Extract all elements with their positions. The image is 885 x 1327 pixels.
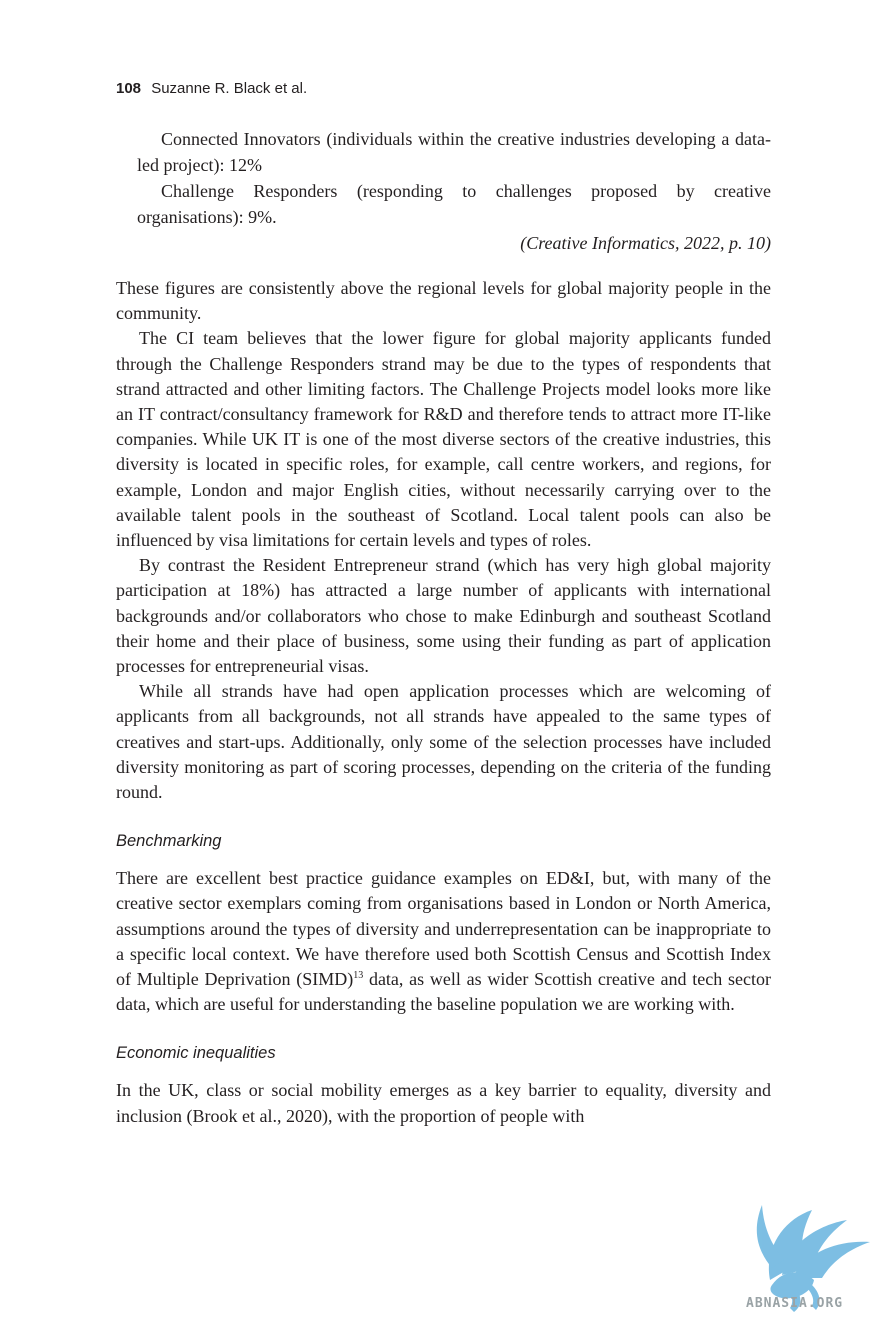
quote-line: Challenge Responders (responding to challenges proposed by creative organisations): 9%. [137,181,771,227]
paragraph: The CI team believes that the lower figure for global majority applicants funded through the Challenge Responders strand may be due to the types of respondents that strand attracted and other limiting factors. The Challenge Projects model looks more like an IT contract/consultancy framework for R&D and therefore tends to attract more IT-like companies. While UK IT is one of the most diverse sectors of the creative industries, this diversity is located in specific roles, for example, call centre workers, and regions, for example, London and major English cities, without necessarily carrying over to the available talent pools in the southeast of Scotland. Local talent pools can also be influenced by visa limitations for certain levels and types of roles. [116,328,771,551]
paragraph-text: There are excellent best practice guidance examples on ED&I, but, with many of the creative sector exemplars coming from organisations based in London or North America, assumptions around the types of diversity and underrepresentation can be inappropriate to a specific local context. We have therefore used both Scottish Census and Scottish Index of Multiple Deprivation (SIMD) [116,868,771,990]
quote-citation: (Creative Informatics, 2022, p. 10) [520,233,771,253]
block-quote [137,126,771,256]
section-heading: Economic inequalities [116,1044,276,1063]
footnote-marker: 13 [353,970,364,982]
paragraph [116,866,771,1017]
running-head-authors: Suzanne R. Black et al. [151,80,308,97]
paragraph: By contrast the Resident Entrepreneur strand (which has very high global majority participation at 18%) has attracted a large number of applicants with international backgrounds and/or collaborators who chose to make Edinburgh and southeast Scotland their home and their place of business, some using their funding as part of application processes for entrepreneurial visas. [116,555,771,677]
running-head [116,80,307,97]
paragraph: These figures are consistently above the regional levels for global majority people in the community. [116,278,771,324]
quote-line: Connected Innovators (individuals within the creative industries developing a data-led project): 12% [137,129,771,175]
body-text [116,276,771,1129]
paragraph: In the UK, class or social mobility emerges as a key barrier to equality, diversity and inclusion (Brook et al., 2020), with the proportion of people with [116,1080,771,1126]
page-number: 108 [116,80,142,97]
watermark-text: ABNASIA.ORG [746,1296,844,1311]
paragraph: While all strands have had open application processes which are welcoming of applicants from all backgrounds, not all strands have appealed to the same types of creatives and start-ups. Additionally, only some of the selection processes have included diversity monitoring as part of scoring processes, depending on the criteria of the funding round. [116,681,771,803]
section-heading: Benchmarking [116,832,222,851]
paragraph-text: data, as well as wider Scottish creative and tech sector data, which are useful for understanding the baseline population we are working with. [116,969,771,1015]
